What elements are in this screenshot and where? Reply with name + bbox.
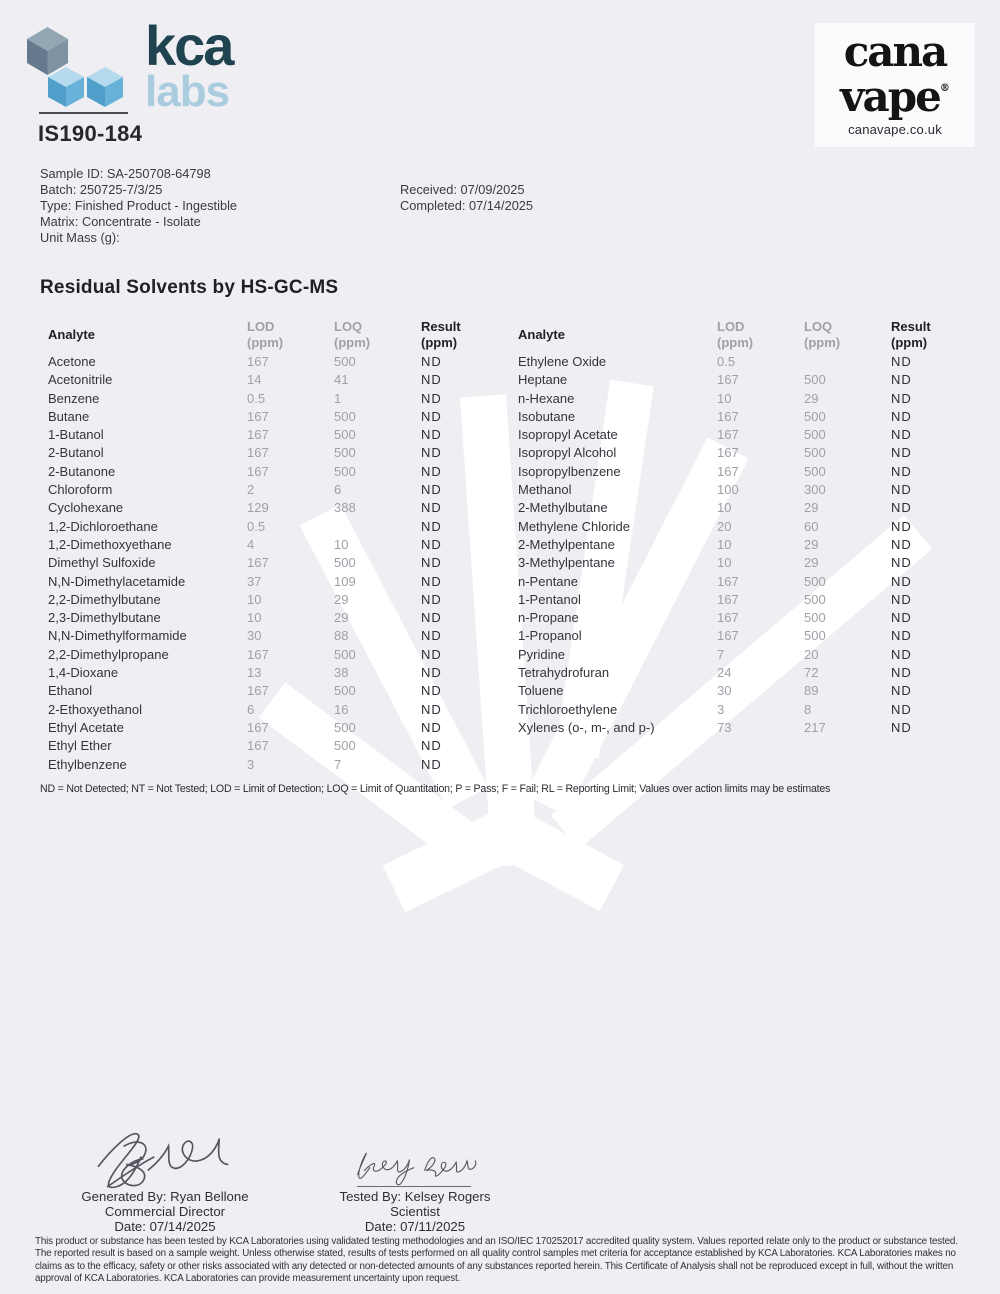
lod-value: 7 [717,646,725,662]
result-value: ND [891,408,912,424]
loq-value: 29 [804,500,819,516]
analyte-name: Chloroform [48,482,113,498]
analyte-name: N,N-Dimethylacetamide [48,573,186,589]
result-value: ND [421,518,442,534]
result-value: ND [421,463,442,479]
loq-value: 7 [334,756,342,772]
loq-value: 500 [334,354,356,369]
section-title: Residual Solvents by HS-GC-MS [40,277,339,298]
lod-value: 167 [717,372,739,388]
loq-value: 500 [334,738,356,754]
analyte-name: 2-Butanone [48,463,116,479]
table-row [48,499,488,517]
analyte-name: Methylene Chloride [518,518,631,534]
blue-cube-icon [48,67,84,107]
result-value: ND [421,756,442,772]
analyte-name: 1-Butanol [48,427,104,443]
table-row [48,682,488,700]
table-row [48,463,488,481]
matrix: Matrix: Concentrate - Isolate [40,214,201,229]
analyte-name: Ethyl Ether [48,738,112,754]
result-value: ND [421,555,442,571]
table-row [48,756,488,774]
col-lod: LOD (ppm) [247,318,284,350]
result-value: ND [421,628,442,644]
result-value: ND [891,354,912,369]
table-row [48,408,488,426]
lod-value: 167 [717,573,739,589]
lod-value: 167 [717,628,739,644]
result-value: ND [891,591,912,607]
lod-value: 20 [717,518,732,534]
analyte-name: 1,2-Dimethoxyethane [48,536,172,552]
loq-value: 500 [804,427,826,443]
table-row [518,499,958,517]
result-value: ND [891,482,912,498]
result-value: ND [421,427,442,443]
analyte-name: Ethanol [48,683,93,699]
table-row [518,390,958,408]
loq-value: 500 [334,427,356,443]
registered-mark: ® [939,83,950,94]
generated-by: Generated By: Ryan Bellone [81,1189,249,1204]
lod-value: 167 [717,445,739,461]
table-row [518,719,958,737]
table-row [48,609,488,627]
lod-value: 4 [247,536,255,552]
result-value: ND [891,646,912,662]
table-row [518,609,958,627]
tested-by: Tested By: Kelsey Rogers [339,1189,491,1204]
results-table-left [48,316,488,774]
result-value: ND [421,482,442,498]
lod-value: 167 [247,738,269,754]
lod-value: 10 [247,591,262,607]
lod-value: 30 [247,628,262,644]
result-value: ND [891,518,912,534]
result-value: ND [421,701,442,717]
result-value: ND [421,573,442,589]
analyte-name: Ethylbenzene [48,756,127,772]
table-row [48,444,488,462]
table-row [48,664,488,682]
lod-value: 73 [717,719,732,735]
analyte-name: Cyclohexane [48,500,124,516]
analyte-name: 2-Methylbutane [518,500,608,516]
loq-value: 500 [804,445,826,461]
analyte-name: Ethylene Oxide [518,354,607,369]
lod-value: 6 [247,701,255,717]
loq-value: 29 [804,536,819,552]
loq-value [334,518,421,536]
table-row [518,664,958,682]
table-row [48,536,488,554]
loq-value: 500 [334,408,356,424]
loq-value: 29 [334,591,349,607]
loq-value: 29 [804,390,819,406]
col-loq: LOQ (ppm) [804,318,841,350]
table-row [48,353,488,371]
table-row [48,481,488,499]
table-row [48,371,488,389]
lod-value: 167 [717,463,739,479]
analyte-name: N,N-Dimethylformamide [48,628,187,644]
table-row [518,627,958,645]
loq-value: 500 [334,445,356,461]
result-value: ND [891,372,912,388]
result-value: ND [891,427,912,443]
table-row [518,371,958,389]
analyte-name: n-Hexane [518,390,575,406]
table-row [518,646,958,664]
lod-value: 100 [717,482,739,498]
loq-value: 500 [804,463,826,479]
lod-value: 167 [247,445,269,461]
lod-value: 10 [717,500,732,516]
col-result: Result (ppm) [891,318,931,350]
result-value: ND [421,683,442,699]
loq-value: 217 [804,719,826,735]
canavape-website: canavape.co.uk [848,122,942,137]
loq-value: 10 [334,536,349,552]
loq-value: 500 [804,591,826,607]
table-row [518,591,958,609]
sample-id: Sample ID: SA-250708-64798 [40,166,211,181]
table-row [518,353,958,371]
received-date: Received: 07/09/2025 [400,182,525,197]
analyte-name: 2-Methylpentane [518,536,615,552]
result-value: ND [421,719,442,735]
sample-info [40,166,237,246]
analyte-name: 2,3-Dimethylbutane [48,610,161,626]
analyte-name: Heptane [518,372,568,388]
signature-line [357,1186,471,1187]
lod-value: 167 [717,610,739,626]
canavape-word-top: cana [843,27,947,76]
analyte-name: 2-Ethoxyethanol [48,701,142,717]
lod-value: 14 [247,372,262,388]
table-header [518,316,958,353]
result-value: ND [421,646,442,662]
loq-value [804,353,891,371]
report-id: IS190-184 [38,121,143,146]
table-row [518,536,958,554]
unit-mass: Unit Mass (g): [40,230,120,245]
lod-value: 0.5 [717,354,736,369]
result-value: ND [421,738,442,754]
lod-value: 24 [717,665,732,681]
lod-value: 167 [247,463,269,479]
loq-value: 1 [334,390,342,406]
lod-value: 30 [717,683,732,699]
table-row [48,573,488,591]
table-header [48,316,488,353]
table-row [48,591,488,609]
analyte-name: Methanol [518,482,572,498]
table-row [518,408,958,426]
legal-disclaimer: This product or substance has been tested by KCA Laboratories using validated testing methodologies and an ISO/IEC 170252017 accredited quality system. Values reported relate only to the product or substance tested. The reported result is based on a sample weight. Unless otherwise stated, results of tests performed on all quality control samples met criteria for acceptance established by KCA Laboratories. KCA Laboratories makes no claims as to the efficacy, safety or other risks associated with any detected or non-detected amounts of any substances reported herein. This Certificate of Analysis shall not be reproduced except in full, without the written approval of KCA Laboratories. KCA Laboratories can provide measurement uncertainty upon request. [35,1236,958,1285]
table-body [518,353,958,737]
blue-cube-icon [87,67,123,107]
lod-value: 3 [717,701,725,717]
kca-brand-name: kca [145,14,233,77]
analyte-name: Acetonitrile [48,372,113,388]
loq-value: 8 [804,701,812,717]
signer-role: Scientist [390,1204,440,1220]
loq-value: 72 [804,665,819,681]
result-value: ND [891,610,912,626]
loq-value: 29 [334,610,349,626]
analyte-name: Isopropyl Alcohol [518,445,617,461]
gray-cube-icon [27,27,68,75]
generated-by-block [40,1189,290,1235]
loq-value: 88 [334,628,349,644]
analyte-name: Benzene [48,390,100,406]
table-row [48,737,488,755]
loq-value: 500 [804,610,826,626]
table-row [518,554,958,572]
signature-ryan-bellone [88,1122,238,1194]
table-row [48,426,488,444]
date-info [400,182,533,214]
result-value: ND [421,372,442,388]
result-value: ND [891,536,912,552]
lod-value: 10 [717,390,732,406]
result-value: ND [421,408,442,424]
analyte-name: Isopropyl Acetate [518,427,618,443]
col-lod: LOD (ppm) [717,318,754,350]
lod-value: 167 [247,646,269,662]
loq-value: 500 [804,573,826,589]
lod-value: 37 [247,573,262,589]
result-value: ND [891,665,912,681]
loq-value: 300 [804,482,826,498]
analyte-name: 1,4-Dioxane [48,665,119,681]
lod-value: 129 [247,500,269,516]
loq-value: 29 [804,555,819,571]
table-row [48,554,488,572]
analyte-name: Butane [48,408,90,424]
lod-value: 167 [247,408,269,424]
analyte-name: Isopropylbenzene [518,463,621,479]
lod-value: 167 [717,408,739,424]
loq-value: 500 [804,372,826,388]
result-value: ND [891,445,912,461]
canavape-logo [815,23,975,147]
result-value: ND [891,573,912,589]
table-row [48,701,488,719]
table-row [518,444,958,462]
generated-date: Date: 07/14/2025 [114,1219,216,1235]
lod-value: 167 [717,427,739,443]
table-row [48,518,488,536]
lod-value: 167 [247,354,269,369]
lod-value: 167 [247,555,269,571]
analyte-name: Ethyl Acetate [48,719,124,735]
result-value: ND [421,500,442,516]
analyte-name: Tetrahydrofuran [518,665,610,681]
loq-value: 6 [334,482,342,498]
col-loq: LOQ (ppm) [334,318,371,350]
analyte-name: 1-Propanol [518,628,582,644]
loq-value: 41 [334,372,349,388]
loq-value: 89 [804,683,819,699]
analyte-name: Dimethyl Sulfoxide [48,555,156,571]
lod-value: 167 [247,427,269,443]
loq-value: 60 [804,518,819,534]
analyte-name: Xylenes (o-, m-, and p-) [518,719,655,735]
results-table-right [518,316,958,737]
analyte-name: Acetone [48,354,96,369]
loq-value: 500 [334,683,356,699]
lod-value: 2 [247,482,255,498]
result-value: ND [891,683,912,699]
result-value: ND [891,628,912,644]
analyte-name: 1-Pentanol [518,591,581,607]
lod-value: 0.5 [247,518,266,534]
canavape-word-bottom: vape [840,72,940,121]
loq-value: 16 [334,701,349,717]
kca-wordmark [145,14,233,116]
table-row [48,627,488,645]
col-analyte: Analyte [48,326,95,342]
lod-value: 10 [247,610,262,626]
analyte-name: 2-Butanol [48,445,104,461]
result-value: ND [421,354,442,369]
table-row [518,463,958,481]
tested-by-block [290,1189,540,1235]
batch: Batch: 250725-7/3/25 [40,182,163,197]
lod-value: 10 [717,555,732,571]
result-value: ND [891,463,912,479]
tested-date: Date: 07/11/2025 [364,1219,466,1235]
loq-value: 500 [334,555,356,571]
lod-value: 167 [247,683,269,699]
loq-value: 500 [334,646,356,662]
loq-value: 20 [804,646,819,662]
analyte-name: 2,2-Dimethylbutane [48,591,161,607]
lod-value: 10 [717,536,732,552]
result-value: ND [421,445,442,461]
analyte-name: 1,2-Dichloroethane [48,518,158,534]
table-row [518,701,958,719]
result-value: ND [891,719,912,735]
loq-value: 109 [334,573,356,589]
table-row [48,390,488,408]
result-value: ND [891,390,912,406]
result-value: ND [421,390,442,406]
table-footnote: ND = Not Detected; NT = Not Tested; LOD = Limit of Detection; LOQ = Limit of Quantitation; P = Pass; F = Fail; RL = Reporting Limit; Values over action limits may be estimates [40,783,831,795]
analyte-name: Toluene [518,683,564,699]
type: Type: Finished Product - Ingestible [40,198,238,213]
lod-value: 167 [717,591,739,607]
lod-value: 0.5 [247,390,266,406]
kca-cubes-logo-icon [27,26,127,112]
completed-date: Completed: 07/14/2025 [400,198,534,213]
analyte-name: 2,2-Dimethylpropane [48,646,169,662]
signer-role: Commercial Director [104,1204,226,1220]
lod-value: 167 [247,719,269,735]
result-value: ND [421,665,442,681]
loq-value: 500 [804,408,826,424]
table-row [48,646,488,664]
table-row [518,682,958,700]
result-value: ND [891,701,912,717]
result-value: ND [421,591,442,607]
lod-value: 13 [247,665,262,681]
loq-value: 500 [334,463,356,479]
loq-value: 500 [334,719,356,735]
table-row [518,518,958,536]
analyte-name: Pyridine [518,646,565,662]
analyte-name: n-Pentane [518,573,578,589]
table-body [48,353,488,774]
analyte-name: n-Propane [518,610,579,626]
signature-kelsey-rogers [348,1142,478,1188]
table-row [48,719,488,737]
result-value: ND [421,610,442,626]
col-analyte: Analyte [518,326,565,342]
analyte-name: 3-Methylpentane [518,555,615,571]
result-value: ND [891,500,912,516]
table-row [518,573,958,591]
loq-value: 38 [334,665,349,681]
loq-value: 500 [804,628,826,644]
result-value: ND [421,536,442,552]
col-result: Result (ppm) [421,318,461,350]
analyte-name: Isobutane [518,408,576,424]
loq-value: 388 [334,500,356,516]
result-value: ND [891,555,912,571]
table-row [518,481,958,499]
kca-brand-sub: labs [145,67,230,116]
analyte-name: Trichloroethylene [518,701,618,717]
lod-value: 3 [247,756,255,772]
table-row [518,426,958,444]
logo-divider [39,112,128,114]
